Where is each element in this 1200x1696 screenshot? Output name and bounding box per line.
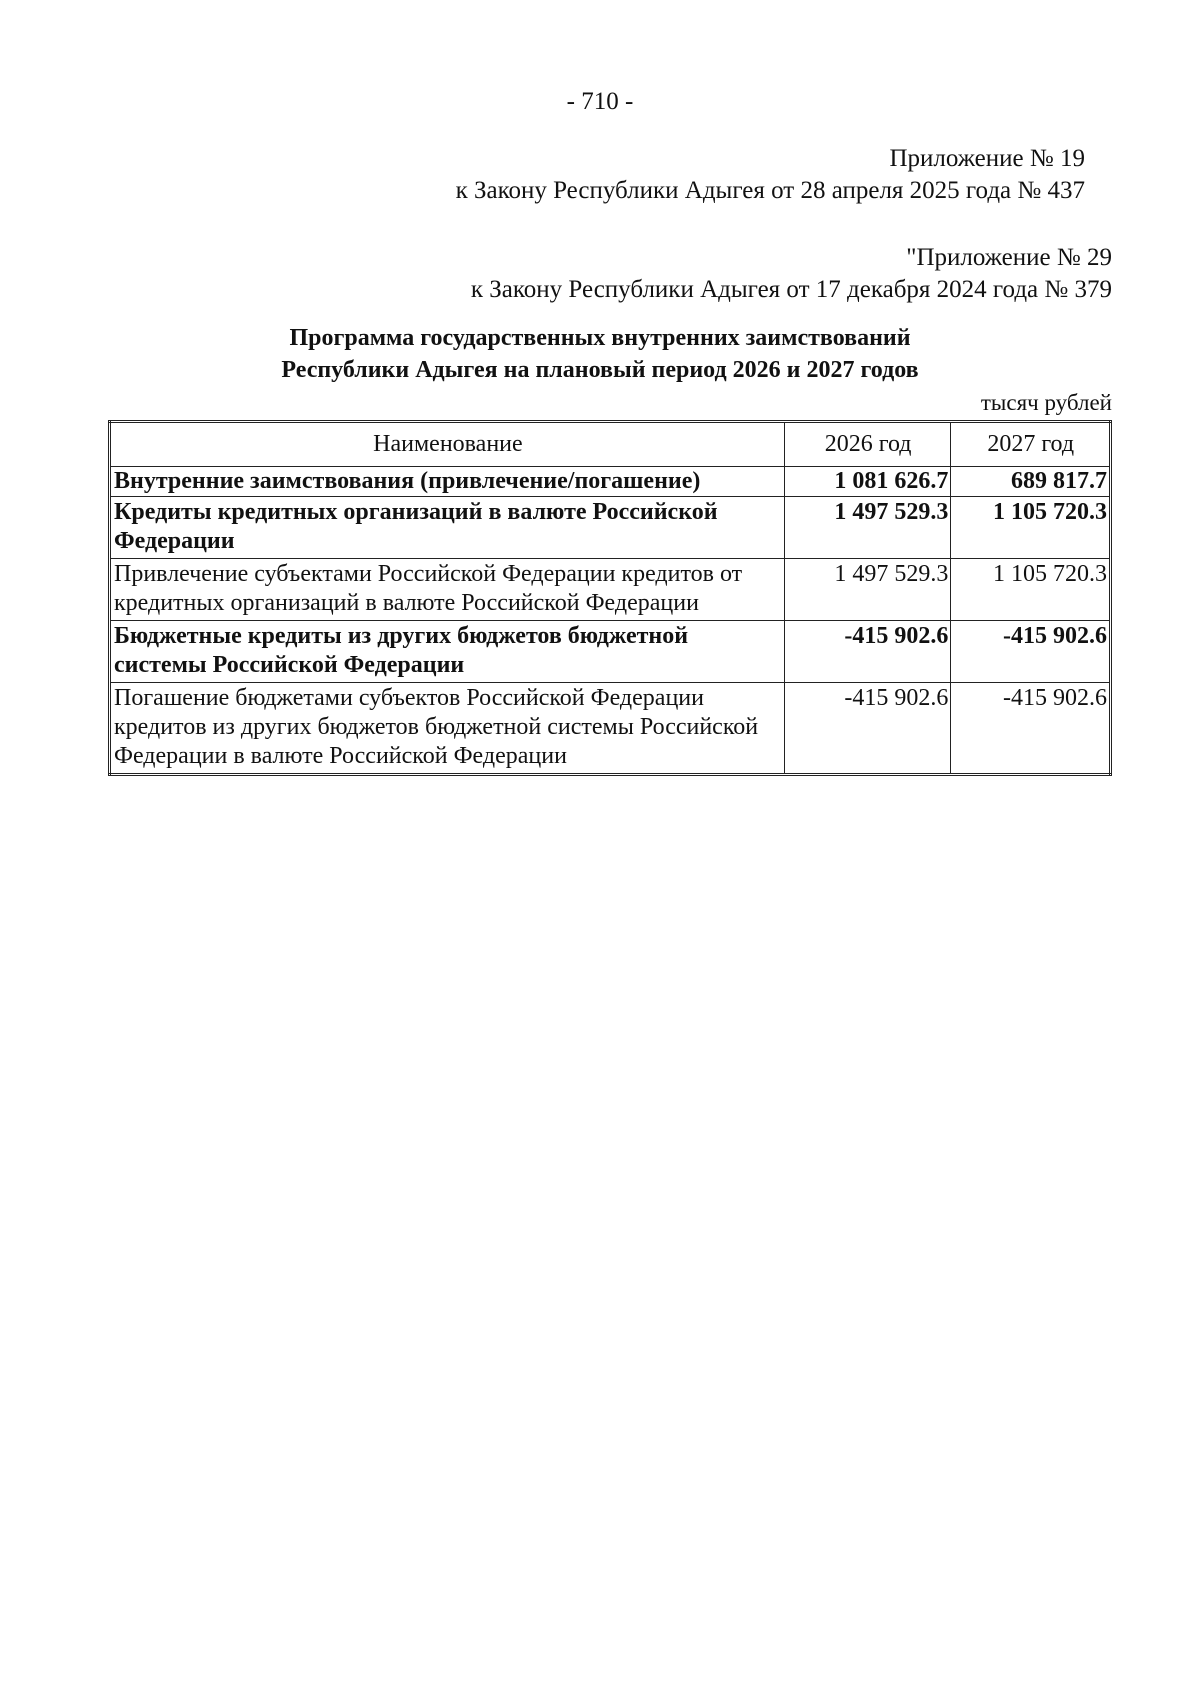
row-value-2026: -415 902.6 — [784, 621, 951, 683]
document-title-line-2: Республики Адыгея на плановый период 2026 и 2027 годов — [281, 357, 919, 383]
appendix-previous — [471, 242, 1112, 306]
appendix-previous-law-reference: к Закону Республики Адыгея от 17 декабря 2024 года № 379 — [470, 276, 1112, 303]
document-title — [0, 322, 1200, 386]
header-name: Наименование — [110, 422, 785, 467]
row-value-2027: -415 902.6 — [951, 621, 1111, 683]
row-name: Бюджетные кредиты из других бюджетов бюджетной системы Российской Федерации — [110, 621, 785, 683]
units-label: тысяч рублей — [980, 390, 1112, 415]
row-value-2026: 1 081 626.7 — [784, 467, 951, 497]
appendix-current — [456, 143, 1085, 207]
page-number: - 710 - — [566, 88, 634, 115]
row-name: Внутренние заимствования (привлечение/погашение) — [110, 467, 785, 497]
header-2027: 2027 год — [951, 422, 1111, 467]
document-title-line-1: Программа государственных внутренних заимствований — [289, 325, 911, 351]
table-row — [110, 683, 1111, 775]
row-name: Привлечение субъектами Российской Федерации кредитов от кредитных организаций в валюте Российской Федерации — [110, 559, 785, 621]
appendix-current-law-reference: к Закону Республики Адыгея от 28 апреля 2025 года № 437 — [455, 177, 1085, 204]
row-value-2026: 1 497 529.3 — [784, 559, 951, 621]
row-value-2027: 1 105 720.3 — [951, 559, 1111, 621]
row-value-2027: 1 105 720.3 — [951, 497, 1111, 559]
table-row — [110, 559, 1111, 621]
table-row — [110, 497, 1111, 559]
table-header-row — [110, 422, 1111, 467]
header-2026: 2026 год — [784, 422, 951, 467]
borrowings-table — [108, 420, 1112, 776]
table-row — [110, 621, 1111, 683]
table-row — [110, 467, 1111, 497]
appendix-current-number: Приложение № 19 — [889, 145, 1085, 172]
row-value-2026: 1 497 529.3 — [784, 497, 951, 559]
row-name: Погашение бюджетами субъектов Российской Федерации кредитов из других бюджетов бюджетной системы Российской Федерации в валюте Российской Федерации — [110, 683, 785, 775]
row-value-2027: 689 817.7 — [951, 467, 1111, 497]
row-name: Кредиты кредитных организаций в валюте Российской Федерации — [110, 497, 785, 559]
appendix-previous-number: "Приложение № 29 — [906, 244, 1112, 271]
row-value-2026: -415 902.6 — [784, 683, 951, 775]
row-value-2027: -415 902.6 — [951, 683, 1111, 775]
